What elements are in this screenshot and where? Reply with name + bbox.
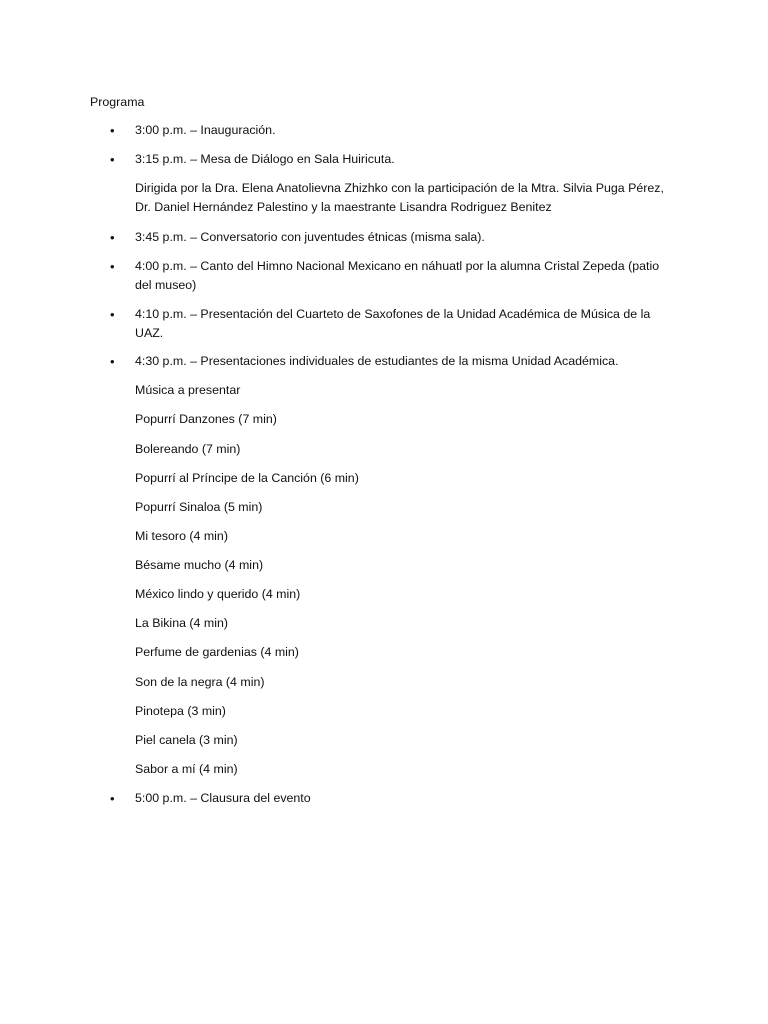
music-item: Mi tesoro (4 min)	[135, 529, 228, 543]
bullet-icon: •	[110, 230, 115, 245]
program-item-continuation: UAZ.	[135, 326, 164, 340]
music-item: Son de la negra (4 min)	[135, 675, 265, 689]
music-item: Perfume de gardenias (4 min)	[135, 645, 299, 659]
bullet-icon: •	[110, 791, 115, 806]
program-item-continuation: del museo)	[135, 278, 197, 292]
program-item: 5:00 p.m. – Clausura del evento	[135, 791, 311, 805]
music-item: Pinotepa (3 min)	[135, 704, 226, 718]
program-item: 3:45 p.m. – Conversatorio con juventudes étnicas (misma sala).	[135, 230, 485, 244]
bullet-icon: •	[110, 307, 115, 322]
program-item: 4:00 p.m. – Canto del Himno Nacional Mexicano en náhuatl por la alumna Cristal Zepeda (patio	[135, 259, 660, 273]
music-item: Popurrí Sinaloa (5 min)	[135, 500, 263, 514]
music-item: La Bikina (4 min)	[135, 616, 228, 630]
music-item: Popurrí Danzones (7 min)	[135, 412, 277, 426]
bullet-icon: •	[110, 259, 115, 274]
bullet-icon: •	[110, 354, 115, 369]
program-item: 4:30 p.m. – Presentaciones individuales de estudiantes de la misma Unidad Académica.	[135, 354, 619, 368]
program-item-detail: Dirigida por la Dra. Elena Anatolievna Zhizhko con la participación de la Mtra. Silvia Puga Pérez,	[135, 181, 664, 195]
program-item: 3:15 p.m. – Mesa de Diálogo en Sala Huiricuta.	[135, 152, 395, 166]
program-item: 3:00 p.m. – Inauguración.	[135, 123, 276, 137]
music-item: Sabor a mí (4 min)	[135, 762, 238, 776]
program-item-detail: Dr. Daniel Hernández Palestino y la maestrante Lisandra Rodriguez Benitez	[135, 200, 552, 214]
program-item: 4:10 p.m. – Presentación del Cuarteto de Saxofones de la Unidad Académica de Música de la	[135, 307, 651, 321]
music-item: Popurrí al Príncipe de la Canción (6 min)	[135, 471, 359, 485]
music-item: México lindo y querido (4 min)	[135, 587, 301, 601]
music-item: Bésame mucho (4 min)	[135, 558, 264, 572]
music-heading: Música a presentar	[135, 383, 241, 397]
bullet-icon: •	[110, 152, 115, 167]
program-heading: Programa	[90, 95, 145, 109]
bullet-icon: •	[110, 123, 115, 138]
music-item: Bolereando (7 min)	[135, 442, 241, 456]
music-item: Piel canela (3 min)	[135, 733, 238, 747]
